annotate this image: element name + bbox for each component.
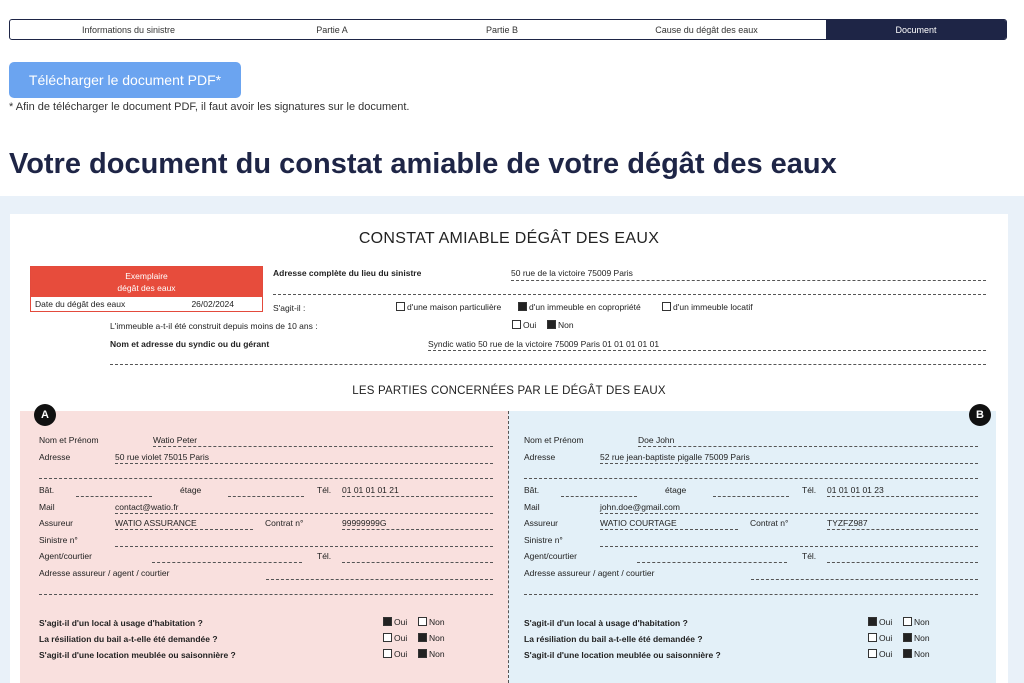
party-b-adresse-value: 52 rue jean-baptiste pigalle 75009 Paris (600, 452, 750, 462)
party-a-q1-non-label: Non (429, 617, 445, 627)
date-label: Date du dégât des eaux (35, 299, 126, 309)
party-b-adresse-line (600, 463, 978, 464)
party-a-sinistre-label: Sinistre n° (39, 535, 78, 545)
party-a-etage-line (228, 496, 304, 497)
party-a-tel-line (342, 496, 493, 497)
party-b-tel-line (827, 496, 978, 497)
party-b-q1-non-label: Non (914, 617, 930, 627)
syndic-line (428, 350, 986, 351)
party-b-tel-value: 01 01 01 01 23 (827, 485, 884, 495)
party-b-q3-non-label: Non (914, 649, 930, 659)
party-a-q1: S'agit-il d'un local à usage d'habitation ? (39, 618, 203, 628)
party-b-assureur-line (600, 529, 738, 530)
party-b-q2-oui-label: Oui (879, 633, 893, 643)
party-b-q2: La résiliation du bail a-t-elle été demandée ? (524, 634, 703, 644)
checkbox-b-q2-oui[interactable] (868, 633, 877, 642)
party-b-adresse-line-2 (524, 478, 978, 479)
checkbox-copropriete[interactable] (518, 302, 527, 311)
party-a-q2-oui-label: Oui (394, 633, 408, 643)
address-label: Adresse complète du lieu du sinistre (273, 268, 422, 278)
party-a-nom-line (153, 446, 493, 447)
checkbox-maison[interactable] (396, 302, 405, 311)
party-a-nom-label: Nom et Prénom (39, 435, 99, 445)
party-a-q3-non-label: Non (429, 649, 445, 659)
party-a-contrat-label: Contrat n° (265, 518, 304, 528)
party-b-q3: S'agit-il d'une location meublée ou saisonnière ? (524, 650, 721, 660)
built-non[interactable] (547, 320, 574, 330)
party-b-assureur-label: Assureur (524, 518, 559, 528)
document-preview-area[interactable] (0, 196, 1024, 683)
syndic-line-2 (110, 364, 986, 365)
party-a-nom-value: Watio Peter (153, 435, 198, 445)
party-a-bat-line (76, 496, 152, 497)
date-value: 26/02/2024 (191, 299, 234, 309)
tab-cause-degat[interactable]: Cause du dégât des eaux (655, 24, 758, 35)
party-a-adresse-line (115, 463, 493, 464)
party-a-badge: A (34, 404, 56, 426)
party-b-agent-line (637, 562, 787, 563)
party-b-sinistre-label: Sinistre n° (524, 535, 563, 545)
party-a-mail-label: Mail (39, 502, 55, 512)
parties-title: LES PARTIES CONCERNÉES PAR LE DÉGÂT DES EAUX (352, 385, 666, 397)
checkbox-built-non[interactable] (547, 320, 556, 329)
party-a-adresse-assureur-label: Adresse assureur / agent / courtier (39, 568, 170, 578)
checkbox-b-q3-non[interactable] (903, 649, 912, 658)
exemplaire-line1: Exemplaire (125, 271, 168, 281)
option-copropriete[interactable] (518, 302, 641, 312)
built-oui[interactable] (512, 320, 536, 330)
party-b-contrat-line (827, 529, 978, 530)
checkbox-a-q3-oui[interactable] (383, 649, 392, 658)
exemplaire-box (30, 266, 263, 312)
exemplaire-header (31, 267, 262, 297)
party-a-mail-line (115, 513, 493, 514)
download-pdf-button[interactable]: Télécharger le document PDF* (9, 62, 241, 98)
party-b-mail-line (600, 513, 978, 514)
party-a-q2-non[interactable] (418, 633, 445, 643)
party-a-assureur-line (115, 529, 253, 530)
party-b-agent-label: Agent/courtier (524, 551, 577, 561)
party-a-mail-value: contact@watio.fr (115, 502, 179, 512)
address-line (511, 280, 986, 281)
exemplaire-line2: dégât des eaux (117, 283, 176, 293)
syndic-value: Syndic watio 50 rue de la victoire 75009 Paris 01 01 01 01 01 (428, 339, 660, 349)
checkbox-a-q2-oui[interactable] (383, 633, 392, 642)
option-locatif-label: d'un immeuble locatif (673, 302, 753, 312)
party-a-q3-non[interactable] (418, 649, 445, 659)
party-a-q2-non-label: Non (429, 633, 445, 643)
party-b-q2-oui[interactable] (868, 633, 892, 643)
party-b-q3-oui-label: Oui (879, 649, 893, 659)
party-b-section (508, 411, 996, 683)
party-a-adresse-assureur-line-2 (39, 594, 493, 595)
checkbox-a-q1-non[interactable] (418, 617, 427, 626)
party-a-adresse-assureur-line (266, 579, 493, 580)
party-b-tel-label: Tél. (802, 485, 817, 495)
party-a-agent-tel-line (342, 562, 493, 563)
party-b-bat-label: Bât. (524, 485, 540, 495)
checkbox-b-q3-oui[interactable] (868, 649, 877, 658)
built-label: L'immeuble a-t-il été construit depuis moins de 10 ans : (110, 321, 318, 331)
party-b-assureur-value: WATIO COURTAGE (600, 518, 677, 528)
party-a-q1-non[interactable] (418, 617, 445, 627)
party-a-contrat-value: 99999999G (342, 518, 387, 528)
party-a-q3: S'agit-il d'une location meublée ou saisonnière ? (39, 650, 236, 660)
option-copropriete-label: d'un immeuble en copropriété (529, 302, 641, 312)
party-b-q1-oui-label: Oui (879, 617, 893, 627)
party-b-etage-line (713, 496, 789, 497)
party-b-q3-non[interactable] (903, 649, 930, 659)
party-b-bat-line (561, 496, 637, 497)
party-b-badge: B (969, 404, 991, 426)
party-a-q2-oui[interactable] (383, 633, 407, 643)
party-b-adresse-assureur-line-2 (524, 594, 978, 595)
built-oui-label: Oui (523, 320, 537, 330)
party-a-adresse-value: 50 rue violet 75015 Paris (115, 452, 210, 462)
party-b-adresse-assureur-label: Adresse assureur / agent / courtier (524, 568, 655, 578)
address-line-2 (273, 294, 986, 295)
stepper-tabs (9, 19, 1007, 40)
party-a-tel-value: 01 01 01 01 21 (342, 485, 399, 495)
option-maison-label: d'une maison particulière (407, 302, 502, 312)
checkbox-b-q1-oui[interactable] (868, 617, 877, 626)
party-b-q3-oui[interactable] (868, 649, 892, 659)
party-b-nom-value: Doe John (638, 435, 675, 445)
tab-document[interactable]: Document (826, 20, 1006, 39)
date-row (31, 297, 262, 311)
syndic-label: Nom et adresse du syndic ou du gérant (110, 339, 270, 349)
party-a-q1-oui-label: Oui (394, 617, 408, 627)
party-a-bat-label: Bât. (39, 485, 55, 495)
party-a-q2: La résiliation du bail a-t-elle été demandée ? (39, 634, 218, 644)
party-a-assureur-value: WATIO ASSURANCE (115, 518, 197, 528)
constat-document (10, 214, 1008, 683)
party-a-section (20, 411, 508, 683)
party-a-q3-oui-label: Oui (394, 649, 408, 659)
tab-informations-sinistre[interactable]: Informations du sinistre (81, 24, 176, 35)
document-title: CONSTAT AMIABLE DÉGÂT DES EAUX (358, 230, 660, 247)
party-b-adresse-label: Adresse (524, 452, 556, 462)
party-a-contrat-line (342, 529, 493, 530)
checkbox-a-q1-oui[interactable] (383, 617, 392, 626)
checkbox-built-oui[interactable] (512, 320, 521, 329)
checkbox-a-q2-non[interactable] (418, 633, 427, 642)
checkbox-a-q3-non[interactable] (418, 649, 427, 658)
party-a-adresse-label: Adresse (39, 452, 71, 462)
party-b-q2-non[interactable] (903, 633, 930, 643)
party-b-contrat-value: TYZFZ987 (827, 518, 868, 528)
party-a-tel-label: Tél. (317, 485, 332, 495)
sagit-label: S'agit-il : (273, 303, 306, 313)
party-b-nom-label: Nom et Prénom (524, 435, 584, 445)
party-a-agent-line (152, 562, 302, 563)
built-non-label: Non (558, 320, 574, 330)
party-a-q3-oui[interactable] (383, 649, 407, 659)
party-b-q1-non[interactable] (903, 617, 930, 627)
party-b-q1-oui[interactable] (868, 617, 892, 627)
download-note: * Afin de télécharger le document PDF, il faut avoir les signatures sur le document. (9, 101, 410, 113)
checkbox-b-q2-non[interactable] (903, 633, 912, 642)
option-locatif[interactable] (662, 302, 753, 312)
party-b-agent-tel-label: Tél. (802, 551, 817, 561)
party-a-agent-label: Agent/courtier (39, 551, 92, 561)
option-maison[interactable] (396, 302, 501, 312)
party-b-contrat-label: Contrat n° (750, 518, 789, 528)
party-b-sinistre-line (600, 546, 978, 547)
party-a-etage-label: étage (180, 485, 202, 495)
party-a-agent-tel-label: Tél. (317, 551, 332, 561)
party-b-mail-value: john.doe@gmail.com (600, 502, 680, 512)
party-a-assureur-label: Assureur (39, 518, 74, 528)
party-b-q1: S'agit-il d'un local à usage d'habitation ? (524, 618, 688, 628)
checkbox-locatif[interactable] (662, 302, 671, 311)
tab-partie-b[interactable]: Partie B (485, 24, 518, 35)
party-a-sinistre-line (115, 546, 493, 547)
address-value: 50 rue de la victoire 75009 Paris (511, 268, 633, 278)
party-b-etage-label: étage (665, 485, 687, 495)
party-a-adresse-line-2 (39, 478, 493, 479)
tab-partie-a[interactable]: Partie A (316, 24, 348, 35)
party-b-agent-tel-line (827, 562, 978, 563)
party-b-nom-line (638, 446, 978, 447)
checkbox-b-q1-non[interactable] (903, 617, 912, 626)
party-b-mail-label: Mail (524, 502, 540, 512)
party-b-adresse-assureur-line (751, 579, 978, 580)
party-b-q2-non-label: Non (914, 633, 930, 643)
page-title: Votre document du constat amiable de votre dégât des eaux (9, 148, 837, 180)
party-a-q1-oui[interactable] (383, 617, 407, 627)
